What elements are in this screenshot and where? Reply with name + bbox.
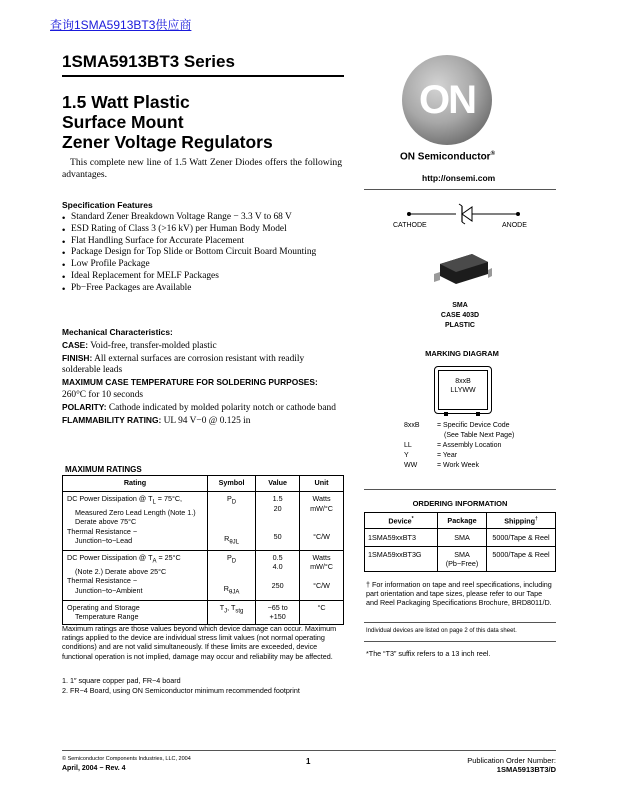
text: SMA bbox=[454, 550, 470, 560]
marking-lead bbox=[476, 412, 480, 416]
mech-heading: Mechanical Characteristics: bbox=[62, 327, 173, 337]
legend-value: = Year bbox=[437, 452, 458, 459]
spec-item: • Ideal Replacement for MELF Packages bbox=[62, 271, 347, 283]
ordering-note: † For information on tape and reel specifications, including part orientation and tape sizes, please refer to our Tape and Reel Packaging Specifications Brochure, BRD8011/D. bbox=[366, 580, 552, 608]
text: (Pb−Free) bbox=[445, 559, 479, 569]
divider bbox=[364, 189, 556, 190]
legend-value: = Assembly Location bbox=[437, 442, 502, 449]
ordering-heading: ORDERING INFORMATION bbox=[412, 499, 508, 508]
text: (Note 2.) Derate above 25°C bbox=[75, 566, 167, 576]
value-cell bbox=[256, 492, 300, 551]
rating-cell bbox=[63, 550, 208, 600]
title-line-3: Zener Voltage Regulators bbox=[62, 132, 273, 152]
unit-cell bbox=[300, 492, 344, 551]
on-logo bbox=[402, 55, 492, 145]
text: R bbox=[224, 533, 230, 543]
shipping-cell: 5000/Tape & Reel bbox=[487, 529, 556, 547]
text: P bbox=[227, 552, 232, 562]
anode-label: ANODE bbox=[502, 222, 527, 229]
legend-row bbox=[404, 461, 514, 471]
package-cell: SMA bbox=[438, 529, 487, 547]
text: Measured Zero Lead Length (Note 1.) bbox=[75, 507, 196, 517]
legend-row bbox=[404, 441, 514, 451]
legend-value: = Work Week bbox=[437, 462, 479, 469]
finish-label: FINISH: bbox=[62, 352, 93, 363]
flammability-text: UL 94 V−0 @ 0.125 in bbox=[163, 415, 251, 426]
text: °C/W bbox=[313, 581, 330, 591]
value-cell bbox=[256, 550, 300, 600]
series-title: 1SMA5913BT3 Series bbox=[62, 52, 235, 71]
col-unit: Unit bbox=[300, 476, 344, 492]
device-cell: 1SMA59xxBT3G bbox=[365, 547, 438, 572]
symbol-cell bbox=[208, 600, 256, 624]
spec-item: • Package Design for Top Slide or Bottom Circuit Board Mounting bbox=[62, 247, 347, 259]
device-cell: 1SMA59xxBT3 bbox=[365, 529, 438, 547]
title-line-2: Surface Mount bbox=[62, 112, 184, 132]
text: Thermal Resistance − bbox=[67, 576, 138, 586]
text: Temperature Range bbox=[75, 612, 139, 622]
max-ratings-table bbox=[62, 475, 344, 625]
polarity-label: POLARITY: bbox=[62, 401, 107, 412]
footer-rule bbox=[62, 750, 556, 751]
pub-label: Publication Order Number: bbox=[467, 756, 556, 765]
marking-legend bbox=[404, 421, 514, 471]
revision-date: April, 2004 − Rev. 4 bbox=[62, 765, 126, 772]
divider bbox=[364, 622, 556, 623]
text: DC Power Dissipation @ T bbox=[67, 494, 153, 503]
text: Thermal Resistance − bbox=[67, 526, 138, 536]
text: DC Power Dissipation @ T bbox=[67, 552, 153, 562]
flammability-label: FLAMMABILITY RATING: bbox=[62, 414, 162, 425]
legend-row bbox=[404, 451, 514, 461]
legend-key bbox=[404, 431, 444, 441]
pkg-line: PLASTIC bbox=[445, 322, 475, 329]
text: Device bbox=[388, 516, 412, 526]
marking-line: LLYWW bbox=[450, 387, 476, 394]
table-header-row bbox=[365, 513, 556, 529]
website-link[interactable]: http://onsemi.com bbox=[422, 173, 496, 183]
unit-cell bbox=[300, 550, 344, 600]
top-link[interactable]: 查询1SMA5913BT3供应商 bbox=[50, 18, 192, 32]
table-row bbox=[365, 529, 556, 547]
diode-triangle bbox=[462, 207, 472, 221]
package-lead bbox=[434, 272, 440, 282]
text: 20 bbox=[273, 503, 282, 513]
text: −65 to bbox=[267, 602, 288, 612]
spec-list bbox=[62, 212, 347, 295]
legend-key: Y bbox=[404, 452, 409, 459]
marking-code bbox=[435, 377, 491, 395]
text: θJL bbox=[229, 539, 240, 546]
copyright: © Semiconductor Components Industries, LLC, 2004 bbox=[62, 756, 191, 762]
text: Junction−to−Lead bbox=[75, 536, 133, 546]
individual-devices-note: Individual devices are listed on page 2 of this data sheet. bbox=[366, 628, 517, 634]
case-label: CASE: bbox=[62, 339, 89, 350]
package-lead bbox=[488, 268, 492, 278]
text: = 75°C, bbox=[155, 494, 183, 503]
col-device bbox=[365, 513, 438, 529]
package-label bbox=[420, 301, 500, 331]
spec-item: • Flat Handling Surface for Accurate Placement bbox=[62, 236, 347, 248]
pub-number: 1SMA5913BT3/D bbox=[496, 765, 556, 774]
max-ratings-heading: MAXIMUM RATINGS bbox=[65, 465, 142, 474]
polarity-text: Cathode indicated by molded polarity notch or cathode band bbox=[108, 402, 336, 413]
spec-features bbox=[62, 200, 347, 295]
series-rule bbox=[62, 75, 344, 77]
footnote-2: 2. FR−4 Board, using ON Semiconductor minimum recommended footprint bbox=[62, 686, 300, 695]
text: D bbox=[231, 558, 237, 565]
logo-text: ON bbox=[419, 78, 475, 122]
text: 50 bbox=[273, 532, 282, 541]
zener-bar-tip bbox=[462, 222, 465, 224]
text: 250 bbox=[271, 581, 284, 591]
text: , T bbox=[227, 602, 236, 612]
col-symbol: Symbol bbox=[208, 476, 256, 492]
text: mW/°C bbox=[310, 503, 333, 513]
text: * bbox=[411, 516, 414, 522]
zener-bar-tip bbox=[459, 204, 462, 206]
anode-terminal bbox=[516, 212, 520, 216]
text: D bbox=[231, 499, 237, 506]
table-row bbox=[365, 547, 556, 572]
col-package: Package bbox=[438, 513, 487, 529]
text: +150 bbox=[269, 612, 286, 622]
legend-key: 8xxB bbox=[404, 422, 420, 429]
table-row bbox=[63, 550, 344, 600]
sma-package-image bbox=[432, 250, 492, 290]
marking-lead bbox=[444, 412, 448, 416]
col-value: Value bbox=[256, 476, 300, 492]
spec-item: • ESD Rating of Class 3 (>16 kV) per Human Body Model bbox=[62, 224, 347, 236]
divider bbox=[364, 641, 556, 642]
text: = 25°C bbox=[156, 552, 181, 562]
text: Watts bbox=[312, 552, 331, 562]
spec-heading: Specification Features bbox=[62, 200, 153, 210]
symbol-cell bbox=[208, 550, 256, 600]
suffix-note: *The “T3” suffix refers to a 13 inch reel. bbox=[366, 649, 491, 658]
cathode-label: CATHODE bbox=[393, 222, 427, 229]
col-rating: Rating bbox=[63, 476, 208, 492]
page-title bbox=[62, 92, 273, 152]
value-cell bbox=[256, 600, 300, 624]
table-row bbox=[63, 492, 344, 551]
text: mW/°C bbox=[310, 562, 333, 572]
text: R bbox=[223, 583, 229, 593]
brand-text: ON Semiconductor bbox=[400, 151, 491, 163]
page-number: 1 bbox=[306, 757, 311, 766]
ordering-table bbox=[364, 512, 556, 572]
table-row bbox=[63, 600, 344, 624]
symbol-cell bbox=[208, 492, 256, 551]
text: Derate above 75°C bbox=[75, 517, 137, 527]
legend-key: LL bbox=[404, 442, 412, 449]
marking-package bbox=[434, 366, 492, 414]
brand-name bbox=[400, 151, 495, 162]
divider bbox=[364, 489, 556, 490]
text: 1.5 bbox=[272, 494, 283, 503]
text: stg bbox=[235, 608, 244, 615]
text: A bbox=[152, 558, 157, 565]
col-shipping bbox=[487, 513, 556, 529]
reg-mark: ® bbox=[490, 151, 495, 157]
text: °C/W bbox=[313, 532, 330, 541]
package-cell bbox=[438, 547, 487, 572]
pkg-line: SMA bbox=[452, 302, 468, 309]
text: J bbox=[224, 608, 228, 615]
case-text: Void-free, transfer-molded plastic bbox=[90, 340, 217, 351]
pkg-line: CASE 403D bbox=[440, 312, 480, 319]
title-line-1: 1.5 Watt Plastic bbox=[62, 92, 190, 112]
shipping-cell: 5000/Tape & Reel bbox=[487, 547, 556, 572]
intro-text: This complete new line of 1.5 Watt Zener Diodes offers the following advantages. bbox=[62, 157, 342, 180]
text: T bbox=[219, 602, 225, 612]
text: Watts bbox=[312, 494, 331, 503]
legend-value: (See Table Next Page) bbox=[444, 432, 515, 439]
finish-text: All external surfaces are corrosion resistant with readily solderable leads bbox=[62, 353, 305, 376]
text: P bbox=[227, 494, 232, 503]
text: θJA bbox=[229, 589, 240, 596]
legend-value: = Specific Device Code bbox=[437, 422, 510, 429]
legend-row bbox=[404, 431, 514, 441]
ratings-note: Maximum ratings are those values beyond which device damage can occur. Maximum ratings applied to the device are individual stress limit values (not normal operating conditions) and are not valid simultaneously. If these limits are exceeded, device functional operation is not implied, damage may occur and reliability may be affected. bbox=[62, 624, 337, 661]
text: 0.5 bbox=[272, 552, 283, 562]
text: † bbox=[534, 516, 538, 522]
spec-item: • Pb−Free Packages are Available bbox=[62, 283, 347, 295]
spec-item: • Low Profile Package bbox=[62, 259, 347, 271]
footnote-1: 1. 1″ square copper pad, FR−4 board bbox=[62, 676, 181, 685]
rating-cell bbox=[63, 492, 208, 551]
mechanical-characteristics bbox=[62, 327, 342, 427]
text: L bbox=[152, 499, 156, 506]
marking-line: 8xxB bbox=[455, 378, 471, 385]
table-header-row bbox=[63, 476, 344, 492]
text: Junction−to−Ambient bbox=[75, 585, 143, 595]
maxtemp-label: MAXIMUM CASE TEMPERATURE FOR SOLDERING PURPOSES: bbox=[62, 377, 318, 388]
legend-row bbox=[404, 421, 514, 431]
maxtemp-text: 260°C for 10 seconds bbox=[62, 389, 144, 400]
rating-cell bbox=[63, 600, 208, 624]
text: Operating and Storage bbox=[67, 602, 140, 612]
text: Shipping bbox=[504, 516, 535, 526]
legend-key: WW bbox=[404, 462, 418, 469]
text: 4.0 bbox=[272, 562, 283, 572]
unit-cell: °C bbox=[300, 600, 344, 624]
marking-heading: MARKING DIAGRAM bbox=[425, 349, 499, 358]
spec-item: • Standard Zener Breakdown Voltage Range − 3.3 V to 68 V bbox=[62, 212, 347, 224]
